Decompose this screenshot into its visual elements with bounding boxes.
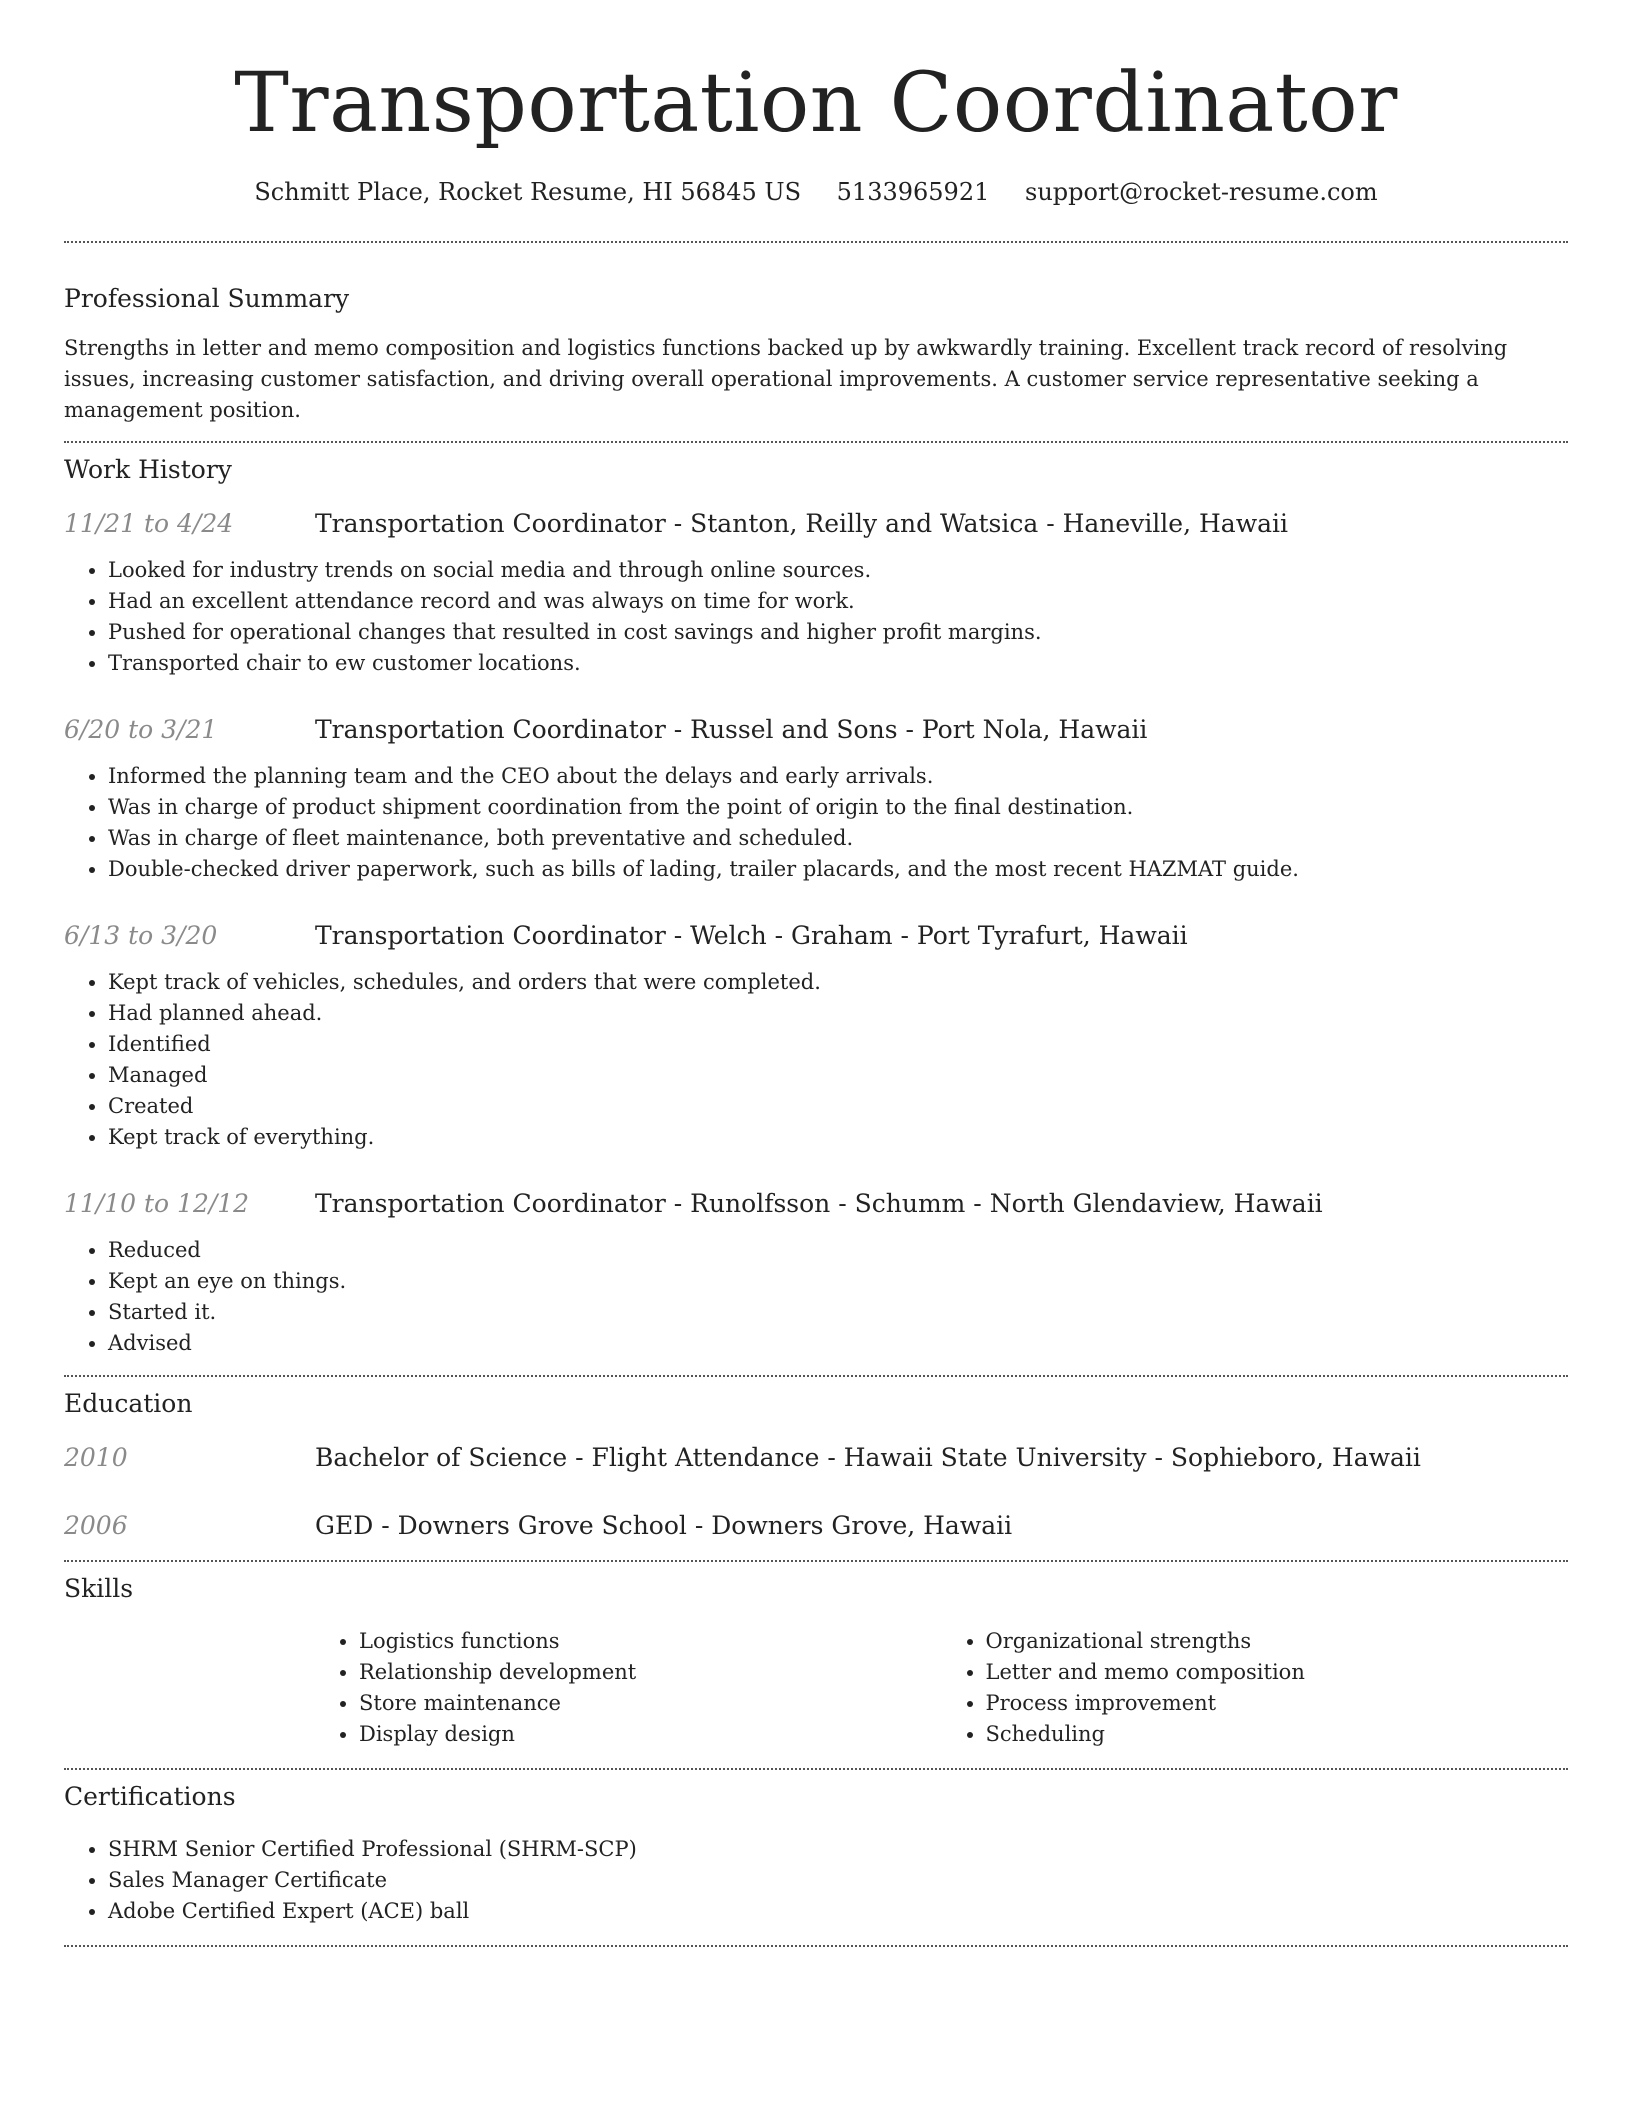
job-role: Transportation Coordinator — [315, 715, 666, 744]
skills-list-right — [942, 1626, 1569, 1750]
education-list — [64, 1441, 1568, 1543]
job-bullets — [64, 761, 1568, 885]
skill-item: • Logistics functions — [359, 1626, 942, 1657]
certifications-heading: Certifications — [64, 1782, 236, 1811]
skills-list-left — [315, 1626, 942, 1750]
skill-item: • Organizational strengths — [986, 1626, 1569, 1657]
education-entry — [64, 1441, 1568, 1475]
job-role: Transportation Coordinator — [315, 921, 666, 950]
job-bullet: • Pushed for operational changes that resulted in cost savings and higher profit margins. — [108, 617, 1568, 648]
certification-item: • SHRM Senior Certified Professional (SHRM-SCP) — [108, 1834, 1568, 1865]
job-details: - Welch - Graham - Port Tyrafurt, Hawaii — [665, 921, 1188, 950]
education-year: 2010 — [64, 1443, 128, 1472]
job-bullet: • Managed — [108, 1060, 1568, 1091]
job-header — [64, 713, 1568, 747]
work-history-section — [64, 453, 1568, 1359]
job-dates: 11/10 to 12/12 — [64, 1189, 250, 1218]
work-history-heading: Work History — [64, 455, 232, 484]
certification-item: • Adobe Certified Expert (ACE) ball — [108, 1896, 1568, 1927]
section-divider — [64, 1375, 1568, 1377]
certifications-section — [64, 1780, 1568, 1927]
job-role: Transportation Coordinator — [315, 509, 666, 538]
education-year: 2006 — [64, 1511, 128, 1540]
skill-item: • Store maintenance — [359, 1688, 942, 1719]
job-list — [64, 507, 1568, 1359]
job-header — [64, 919, 1568, 953]
education-detail: GED - Downers Grove School - Downers Grove, Hawaii — [315, 1511, 1013, 1540]
certifications-list — [64, 1834, 1568, 1927]
job-dates: 11/21 to 4/24 — [64, 509, 234, 538]
section-divider — [64, 1768, 1568, 1770]
job-bullet: • Started it. — [108, 1297, 1568, 1328]
job-bullets — [64, 1235, 1568, 1359]
job-dates: 6/20 to 3/21 — [64, 715, 218, 744]
job-entry — [64, 1187, 1568, 1359]
job-details: - Stanton, Reilly and Watsica - Haneville, Hawaii — [665, 509, 1288, 538]
job-role: Transportation Coordinator — [315, 1189, 666, 1218]
job-entry — [64, 507, 1568, 679]
skills-heading: Skills — [64, 1574, 134, 1603]
job-bullet: • Advised — [108, 1328, 1568, 1359]
job-bullet: • Looked for industry trends on social media and through online sources. — [108, 555, 1568, 586]
job-bullet: • Had an excellent attendance record and was always on time for work. — [108, 586, 1568, 617]
summary-heading: Professional Summary — [64, 284, 350, 313]
job-bullet: • Was in charge of fleet maintenance, both preventative and scheduled. — [108, 823, 1568, 854]
section-divider — [64, 1560, 1568, 1562]
education-detail: Bachelor of Science - Flight Attendance - Hawaii State University - Sophieboro, Hawaii — [315, 1443, 1421, 1472]
job-bullet: • Was in charge of product shipment coordination from the point of origin to the final destination. — [108, 792, 1568, 823]
education-heading: Education — [64, 1389, 193, 1418]
job-details: - Russel and Sons - Port Nola, Hawaii — [665, 715, 1148, 744]
skill-item: • Letter and memo composition — [986, 1657, 1569, 1688]
job-entry — [64, 713, 1568, 885]
section-divider — [64, 1945, 1568, 1947]
skills-columns — [315, 1626, 1568, 1750]
contact-phone: 5133965921 — [836, 178, 990, 206]
job-bullet: • Double-checked driver paperwork, such as bills of lading, trailer placards, and the most recent HAZMAT guide. — [108, 854, 1568, 885]
education-section — [64, 1387, 1568, 1543]
job-bullets — [64, 555, 1568, 679]
skill-item: • Relationship development — [359, 1657, 942, 1688]
job-bullet: • Kept an eye on things. — [108, 1266, 1568, 1297]
resume-name: Transportation Coordinator — [234, 56, 1398, 151]
job-entry — [64, 919, 1568, 1153]
job-bullet: • Reduced — [108, 1235, 1568, 1266]
job-title — [315, 1187, 1323, 1221]
skills-section — [64, 1572, 1568, 1750]
job-header — [64, 507, 1568, 541]
job-title — [315, 713, 1147, 747]
job-bullets — [64, 967, 1568, 1153]
section-divider — [64, 241, 1568, 243]
job-bullet: • Had planned ahead. — [108, 998, 1568, 1029]
job-bullet: • Transported chair to ew customer locations. — [108, 648, 1568, 679]
job-title — [315, 919, 1188, 953]
job-header — [64, 1187, 1568, 1221]
skill-item: • Scheduling — [986, 1719, 1569, 1750]
job-bullet: • Kept track of vehicles, schedules, and orders that were completed. — [108, 967, 1568, 998]
skill-item: • Process improvement — [986, 1688, 1569, 1719]
job-bullet: • Created — [108, 1091, 1568, 1122]
section-divider — [64, 441, 1568, 443]
job-bullet: • Informed the planning team and the CEO about the delays and early arrivals. — [108, 761, 1568, 792]
contact-line — [64, 176, 1568, 208]
education-entry — [64, 1509, 1568, 1543]
contact-address: Schmitt Place, Rocket Resume, HI 56845 US — [254, 178, 802, 206]
job-title — [315, 507, 1288, 541]
skill-item: • Display design — [359, 1719, 942, 1750]
certification-item: • Sales Manager Certificate — [108, 1865, 1568, 1896]
job-dates: 6/13 to 3/20 — [64, 921, 218, 950]
summary-text: Strengths in letter and memo composition and logistics functions backed up by awkwardly training. Excellent track record of resolving issues, increasing customer satisfaction, and driving overall operational improvements. A customer service representative seeking a management position. — [64, 336, 1508, 422]
resume-page — [64, 0, 1568, 1947]
summary-section — [64, 282, 1568, 426]
contact-email: support@rocket-resume.com — [1025, 178, 1378, 206]
job-bullet: • Identified — [108, 1029, 1568, 1060]
job-bullet: • Kept track of everything. — [108, 1122, 1568, 1153]
job-details: - Runolfsson - Schumm - North Glendaview, Hawaii — [665, 1189, 1323, 1218]
